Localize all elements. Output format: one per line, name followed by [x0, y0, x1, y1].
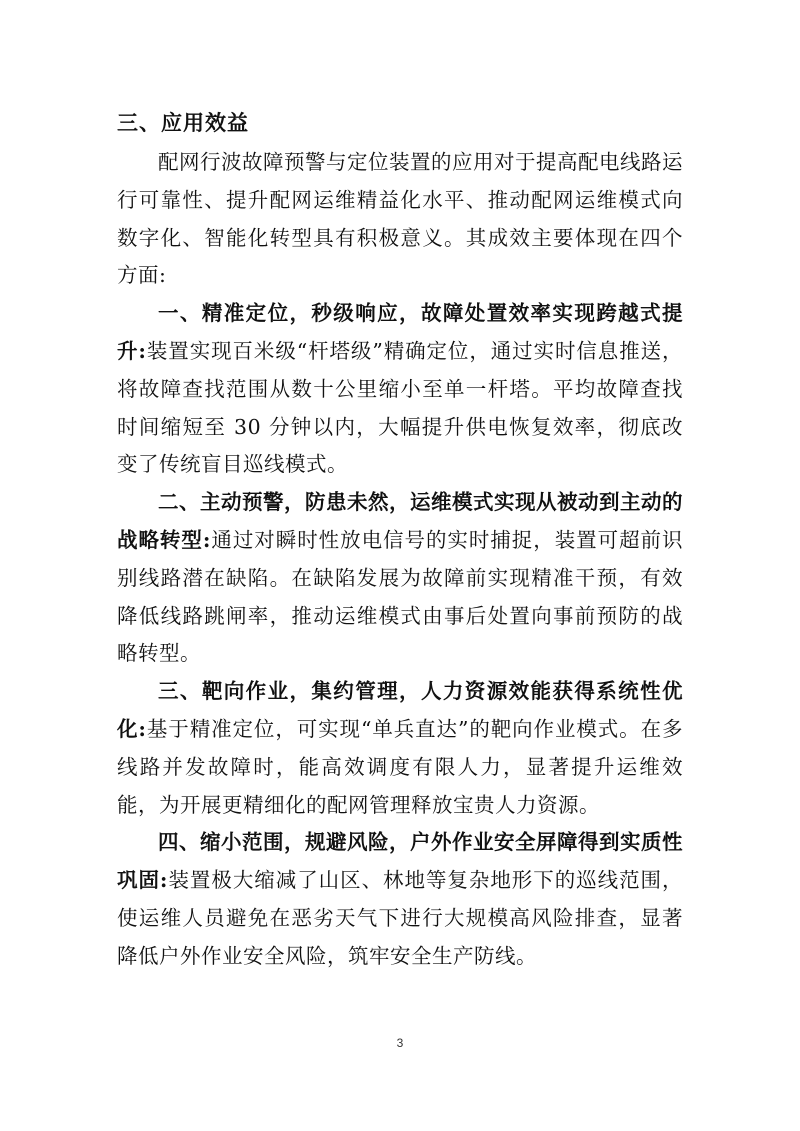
- benefit-lead-1: 一、精准定位，秒级响应，故障处置效率实现跨越式提升:: [117, 301, 683, 363]
- benefit-paragraph-3: [117, 673, 683, 824]
- benefit-lead-2: 二、主动预警，防患未然，运维模式实现从被动到主动的战略转型:: [117, 490, 683, 552]
- page-number: 3: [396, 1036, 404, 1050]
- section-heading: 三、应用效益: [117, 111, 249, 135]
- benefit-paragraph-4: [117, 824, 683, 975]
- benefit-lead-4: 四、缩小范围，规避风险，户外作业安全屏障得到实质性巩固:: [117, 830, 683, 893]
- intro-paragraph: 配网行波故障预警与定位装置的应用对于提高配电线路运行可靠性、提升配网运维精益化水平、推动配网运维模式向数字化、智能化转型具有积极意义。其成效主要体现在四个方面:: [117, 150, 683, 288]
- benefit-paragraph-1: [117, 295, 683, 484]
- benefit-paragraph-2: [117, 484, 683, 673]
- benefit-text-1: 装置实现百米级“杆塔级”精确定位，通过实时信息推送，将故障查找范围从数十公里缩小至单一杆塔。平均故障查找时间缩短至 30 分钟以内，大幅提升供电恢复效率，彻底改变了传统盲目巡线模式。: [117, 338, 683, 477]
- benefit-text-2: 通过对瞬时性放电信号的实时捕捉，装置可超前识别线路潜在缺陷。在缺陷发展为故障前实现精准干预，有效降低线路跳闸率，推动运维模式由事后处置向事前预防的战略转型。: [117, 527, 683, 666]
- benefit-text-4: 装置极大缩减了山区、林地等复杂地形下的巡线范围，使运维人员避免在恶劣天气下进行大规模高风险排查，显著降低户外作业安全风险，筑牢安全生产防线。: [117, 868, 683, 968]
- benefit-text-3: 基于精准定位，可实现“单兵直达”的靶向作业模式。在多线路并发故障时，能高效调度有限人力，显著提升运维效能，为开展更精细化的配网管理释放宝贵人力资源。: [117, 716, 683, 817]
- body-text: [117, 144, 683, 976]
- benefit-lead-3: 三、靶向作业，集约管理，人力资源效能获得系统性优化:: [117, 679, 683, 741]
